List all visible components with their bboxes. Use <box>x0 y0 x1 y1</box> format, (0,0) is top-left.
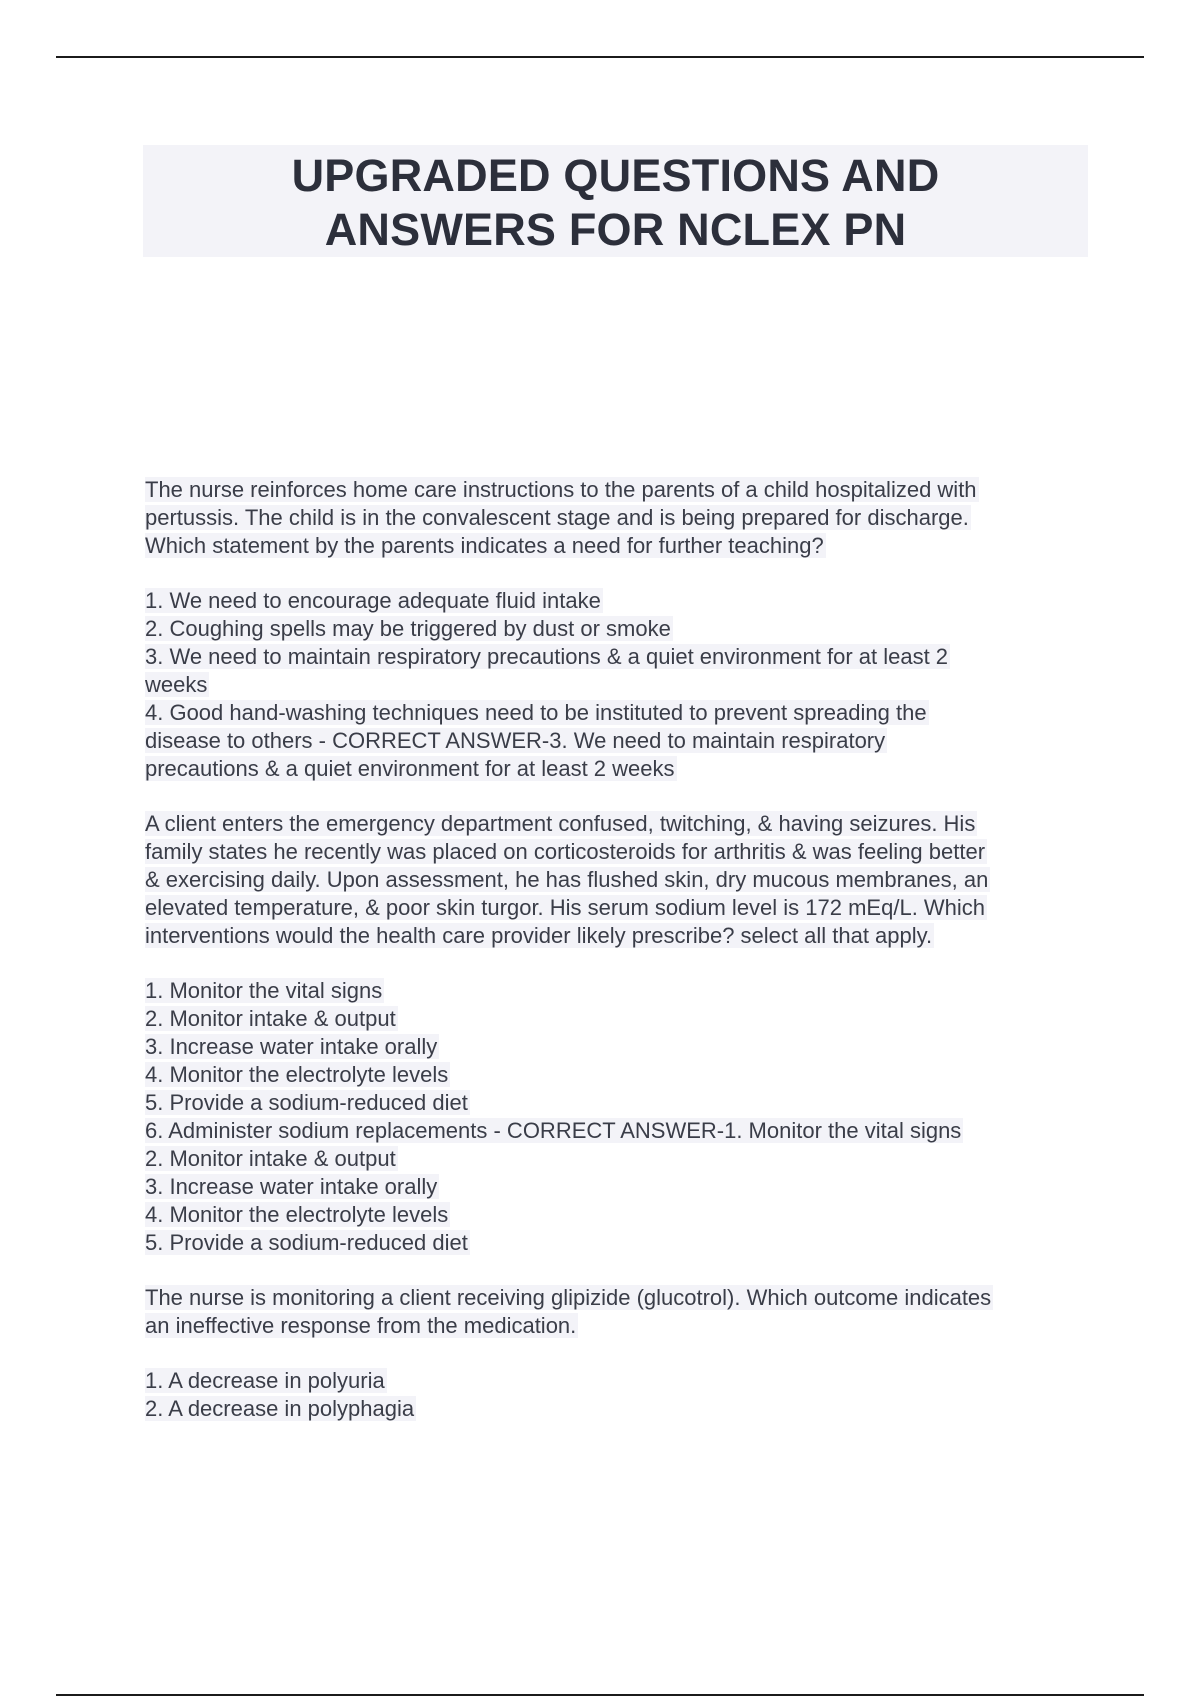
option-line: 2. Monitor intake & output <box>145 1006 396 1031</box>
option-line: 1. Monitor the vital signs <box>145 978 383 1003</box>
question-3-stem-line: The nurse is monitoring a client receiving glipizide (glucotrol). Which outcome indicates <box>145 1285 992 1310</box>
option-line: 4. Monitor the electrolyte levels <box>145 1062 449 1087</box>
question-1-stem-line: Which statement by the parents indicates a need for further teaching? <box>145 533 824 558</box>
question-1-options <box>145 587 1085 783</box>
answer-line: 4. Monitor the electrolyte levels <box>145 1202 449 1227</box>
option-line: 5. Provide a sodium-reduced diet <box>145 1090 468 1115</box>
title-line-1: UPGRADED QUESTIONS AND <box>291 150 940 201</box>
option-line: 1. A decrease in polyuria <box>145 1368 385 1393</box>
option-line: 3. Increase water intake orally <box>145 1034 438 1059</box>
option-line: 3. We need to maintain respiratory precautions & a quiet environment for at least 2 <box>145 644 949 669</box>
question-2-stem-line: interventions would the health care provider likely prescribe? select all that apply. <box>145 923 933 948</box>
questions-body <box>145 476 1085 1423</box>
question-3-stem <box>145 1284 1085 1340</box>
question-2-stem-line: family states he recently was placed on corticosteroids for arthritis & was feeling better <box>145 839 986 864</box>
question-3 <box>145 1284 1085 1423</box>
question-2-stem-line: elevated temperature, & poor skin turgor. His serum sodium level is 172 mEq/L. Which <box>145 895 986 920</box>
question-2-stem-line: A client enters the emergency department confused, twitching, & having seizures. His <box>145 811 976 836</box>
answer-line: 3. Increase water intake orally <box>145 1174 438 1199</box>
question-2-options <box>145 977 1085 1257</box>
option-line: weeks <box>145 672 208 697</box>
question-3-stem-line: an ineffective response from the medication. <box>145 1313 577 1338</box>
answer-line: disease to others - CORRECT ANSWER-3. We need to maintain respiratory <box>145 728 886 753</box>
question-2-stem <box>145 810 1085 950</box>
question-1-stem-line: pertussis. The child is in the convalescent stage and is being prepared for discharge. <box>145 505 969 530</box>
question-2-stem-line: & exercising daily. Upon assessment, he has flushed skin, dry mucous membranes, an <box>145 867 989 892</box>
title-line-2: ANSWERS FOR NCLEX PN <box>324 204 907 255</box>
title-banner <box>143 145 1088 257</box>
answer-line: precautions & a quiet environment for at least 2 weeks <box>145 756 675 781</box>
answer-line: 2. Monitor intake & output <box>145 1146 396 1171</box>
option-line: 4. Good hand-washing techniques need to be instituted to prevent spreading the <box>145 700 927 725</box>
answer-line: 5. Provide a sodium-reduced diet <box>145 1230 468 1255</box>
question-1-stem-line: The nurse reinforces home care instructions to the parents of a child hospitalized with <box>145 477 977 502</box>
option-line: 1. We need to encourage adequate fluid intake <box>145 588 601 613</box>
top-rule <box>56 56 1144 58</box>
answer-line: 6. Administer sodium replacements - CORRECT ANSWER-1. Monitor the vital signs <box>145 1118 962 1143</box>
question-2 <box>145 810 1085 1257</box>
question-1-stem <box>145 476 1085 560</box>
bottom-rule <box>56 1694 1144 1696</box>
question-1 <box>145 476 1085 783</box>
option-line: 2. A decrease in polyphagia <box>145 1396 415 1421</box>
option-line: 2. Coughing spells may be triggered by dust or smoke <box>145 616 671 641</box>
question-3-options <box>145 1367 1085 1423</box>
